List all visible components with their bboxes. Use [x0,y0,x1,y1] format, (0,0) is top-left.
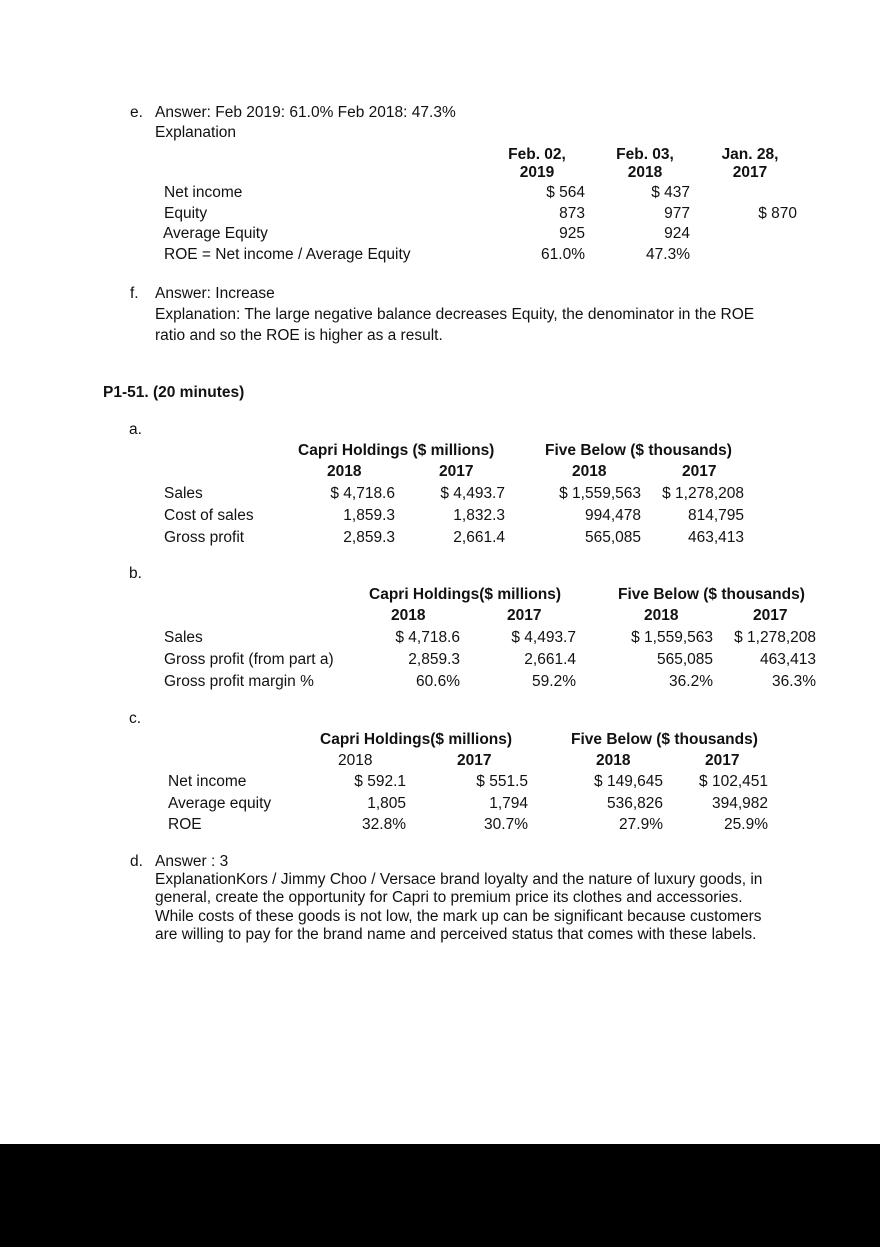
cell-value: 536,826 [606,795,663,812]
explanation-text: are willing to pay for the brand name and perceived status that comes with these labels. [155,926,757,943]
row-label: Net income [168,773,247,790]
cell-value: 873 [559,205,585,222]
item-marker: e. [130,104,143,121]
item-marker: c. [129,710,142,727]
cell-value: 27.9% [619,816,663,833]
item-marker: d. [130,853,143,870]
year-header: 2018 [596,752,631,769]
year-header: 2017 [507,607,542,624]
year-header: 2018 [391,607,426,624]
column-header: Feb. 02, [508,146,566,163]
year-header: 2018 [338,752,373,769]
cell-value: 924 [664,225,690,242]
cell-value: 814,795 [687,507,744,524]
answer-text: Answer: Feb 2019: 61.0% Feb 2018: 47.3% [155,104,456,121]
row-label: ROE = Net income / Average Equity [164,246,411,263]
year-header: 2018 [572,463,607,480]
cell-value: 36.3% [772,673,816,690]
cell-value: 994,478 [584,507,641,524]
row-label: Net income [164,184,243,201]
group-header-five-below: Five Below ($ thousands) [571,731,758,748]
cell-value: 61.0% [541,246,585,263]
row-label: Sales [164,485,203,502]
cell-value: $ 551.5 [476,773,528,790]
group-header-capri: Capri Holdings($ millions) [369,586,562,603]
cell-value: 925 [559,225,585,242]
group-header-capri: Capri Holdings($ millions) [320,731,513,748]
cell-value: $ 149,645 [594,773,663,790]
explanation-text: ExplanationKors / Jimmy Choo / Versace brand loyalty and the nature of luxury goods, in [155,871,763,888]
black-footer-bar [0,1144,880,1247]
answer-text: Answer : 3 [155,853,229,870]
cell-value: $ 1,559,563 [559,485,641,502]
cell-value: 977 [664,205,690,222]
cell-value: 1,794 [489,795,528,812]
explanation-text: ratio and so the ROE is higher as a result. [155,327,443,344]
cell-value: $ 592.1 [354,773,406,790]
cell-value: 394,982 [711,795,768,812]
cell-value: $ 1,278,208 [734,629,816,646]
item-marker: f. [130,285,139,302]
year-header: 2017 [682,463,717,480]
cell-value: 565,085 [584,529,641,546]
row-label: Sales [164,629,203,646]
cell-value: 463,413 [759,651,816,668]
problem-heading: P1-51. (20 minutes) [103,384,245,401]
cell-value: 47.3% [646,246,690,263]
column-header: Jan. 28, [721,146,779,163]
explanation-text: Explanation: The large negative balance decreases Equity, the denominator in the ROE [155,306,755,323]
answer-text: Answer: Increase [155,285,275,302]
year-header: 2017 [753,607,788,624]
column-header: 2018 [627,164,663,181]
cell-value: 1,859.3 [343,507,395,524]
cell-value: 36.2% [669,673,713,690]
explanation-label: Explanation [155,124,237,141]
cell-value: 59.2% [532,673,576,690]
cell-value: 60.6% [416,673,460,690]
cell-value: 2,859.3 [343,529,395,546]
column-header: Feb. 03, [616,146,674,163]
group-header-five-below: Five Below ($ thousands) [545,442,732,459]
row-label: Gross profit margin % [164,673,314,690]
cell-value: $ 564 [546,184,585,201]
row-label: Average Equity [163,225,268,242]
year-header: 2017 [439,463,474,480]
cell-value: 2,661.4 [524,651,576,668]
cell-value: 1,832.3 [453,507,505,524]
column-header: 2019 [519,164,555,181]
cell-value: 463,413 [687,529,744,546]
year-header: 2018 [644,607,679,624]
cell-value: $ 4,718.6 [395,629,460,646]
group-header-capri: Capri Holdings ($ millions) [298,442,495,459]
item-marker: a. [129,421,142,438]
row-label: Gross profit (from part a) [164,651,334,668]
row-label: ROE [168,816,202,833]
year-header: 2017 [457,752,492,769]
row-label: Cost of sales [164,507,254,524]
cell-value: 1,805 [367,795,406,812]
cell-value: $ 4,718.6 [330,485,395,502]
item-marker: b. [129,565,142,582]
cell-value: $ 437 [651,184,690,201]
explanation-text: general, create the opportunity for Capri to premium price its clothes and accessories. [155,889,743,906]
cell-value: 32.8% [362,816,406,833]
year-header: 2018 [327,463,362,480]
cell-value: $ 4,493.7 [440,485,505,502]
cell-value: 2,661.4 [453,529,505,546]
row-label: Equity [164,205,208,222]
cell-value: $ 102,451 [699,773,768,790]
cell-value: 2,859.3 [408,651,460,668]
cell-value: $ 1,278,208 [662,485,744,502]
cell-value: $ 4,493.7 [511,629,576,646]
group-header-five-below: Five Below ($ thousands) [618,586,805,603]
cell-value: 25.9% [724,816,768,833]
cell-value: $ 870 [758,205,797,222]
explanation-text: While costs of these goods is not low, the mark up can be significant because customers [155,908,762,925]
cell-value: 30.7% [484,816,528,833]
column-header: 2017 [732,164,768,181]
row-label: Gross profit [164,529,245,546]
year-header: 2017 [705,752,740,769]
row-label: Average equity [168,795,272,812]
cell-value: 565,085 [656,651,713,668]
cell-value: $ 1,559,563 [631,629,713,646]
